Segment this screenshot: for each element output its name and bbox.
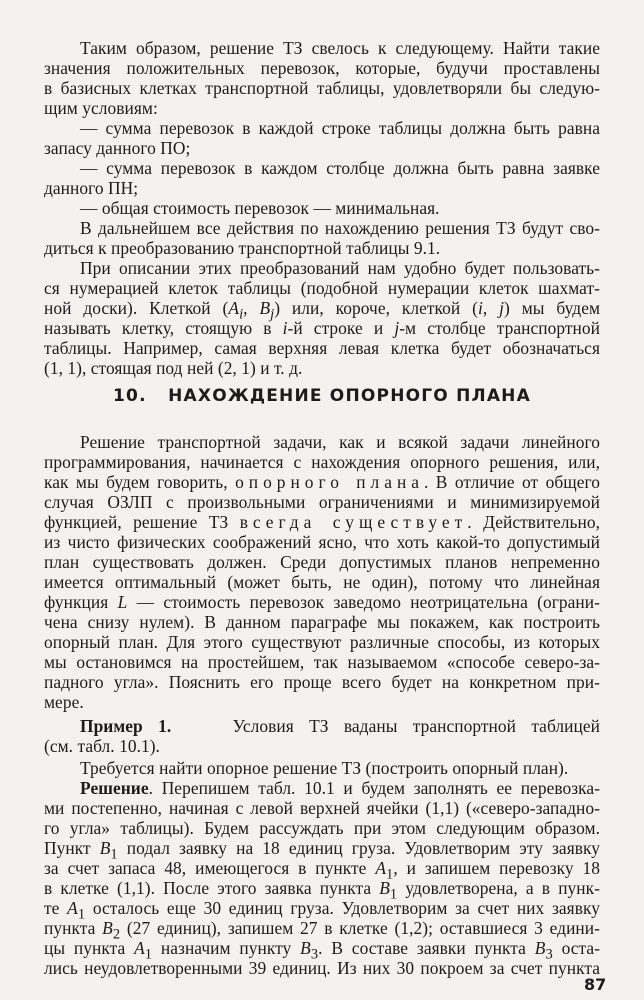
text-line: функцией, решение ТЗ всегда существует. Действительно, [44,512,601,532]
text-line: Пункт $B_1$ подал заявку на 18 единиц груза. Удовлетворим эту заявку [44,838,601,863]
text-line: (см. табл. 10.1). [44,736,160,756]
text-line: запасу данного ПО; [44,138,191,158]
condition-item: — общая стоимость перевозок — минимальная. [80,198,440,218]
text-line: таблицы. Например, самая верхняя левая клетка будет обозначаться [44,338,600,358]
text-line: ся нумерацией клеток таблицы (подобной нумерации клеток шахмат- [44,278,600,298]
text-line: из чисто физических соображений ясно, что хоть какой-то допустимый [44,532,600,552]
text-line: функция L — стоимость перевозок заведомо неотрицательна (ограни- [44,592,600,612]
section-title: НАХОЖДЕНИЕ ОПОРНОГО ПЛАНА [168,386,531,406]
text-line: щим условиям: [44,98,158,118]
text-line: падного угла». Пояснить его проще всего будет на конкретном при- [44,672,600,692]
solution-line: Решение. Перепишем табл. 10.1 и будем заполнять ее перевозка- [80,778,600,798]
text-line: за счет запаса 48, имеющегося в пункте $A_1$, и запишем перевозку 18 [44,858,600,883]
text-line: Таким образом, решение ТЗ свелось к следующему. Найти такие [80,38,600,58]
text-line: случая ОЗЛП с произвольными ограничениями и минимизируемой [44,492,600,512]
text-line: мы остановимся на простейшем, так называемом «способе северо-за- [44,652,600,672]
text-line: в базисных клетках транспортной таблицы, удовлетворяли бы следую- [44,78,600,98]
text-line: го угла» таблицы). Будем рассуждать при этом следующим образом. [44,818,600,838]
text-line: В дальнейшем все действия по нахождению решения ТЗ будут сво- [80,218,600,238]
solution-label: Решение [80,778,149,798]
text-line: опорный план. Для этого существуют различные способы, из которых [44,632,600,652]
page-number: 87 [584,975,607,994]
text-line: Решение транспортной задачи, как и всякой задачи линейного [80,432,600,452]
text-line: ми постепенно, начиная с левой верхней ячейки (1,1) («северо-западно- [44,798,600,818]
text-line: цы пункта $A_1$ назначим пункту $B_3$. В составе заявки пункта $B_3$ оста- [44,938,600,963]
section-number: 10. [113,386,147,406]
text-line: (1, 1), стоящая под ней (2, 1) и т. д. [44,358,303,378]
text-line: пункта $B_2$ (27 единиц), запишем 27 в клетке (1,2); оставшиеся 3 едини- [44,918,600,943]
text-line: лись неудовлетворенными 39 единиц. Из них 30 покроем за счет пункта [44,958,600,978]
text-line: При описании этих преобразований нам удобно будет пользовать- [80,258,600,278]
text-line: значения положительных перевозок, которые, будучи проставлены [44,58,600,78]
text-line: Требуется найти опорное решение ТЗ (построить опорный план). [80,758,569,778]
text-line: называть клетку, стоящую в i-й строке и j-м столбце транспортной [44,318,600,338]
example-line: Пример 1. Условия ТЗ ваданы транспортной таблицей [80,716,600,736]
text-line: как мы будем говорить, опорного плана. В отличие от общего [44,472,600,492]
text-line: в клетке (1,1). После этого заявка пункта $B_1$ удовлетворена, а в пунк- [44,878,600,903]
text-line: диться к преобразованию транспортной таблицы 9.1. [44,238,441,258]
text-line: программирования, начинается с нахождения опорного решения, или, [44,452,600,472]
example-label: Пример 1. [80,716,172,736]
text-line: имеется оптимальный (может быть, не один), потому что линейная [44,572,600,592]
text-line: мере. [44,692,84,712]
condition-item: — сумма перевозок в каждой строке таблицы должна быть равна [80,118,600,138]
text-line: данного ПН; [44,178,139,198]
text-line: чена снизу нулем). В данном параграфе мы покажем, как построить [44,612,600,632]
section-heading [0,384,644,408]
condition-item: — сумма перевозок в каждом столбце должна быть равна заявке [80,158,600,178]
text-line: те $A_1$ осталось еще 30 единиц груза. Удовлетворим за счет них заявку [44,898,600,923]
text-line: ной доски). Клеткой ($A_i$, $B_j$) или, короче, клеткой (i, j) мы будем [44,298,601,323]
text-line: план существовать должен. Среди допустимых планов непременно [44,552,600,572]
